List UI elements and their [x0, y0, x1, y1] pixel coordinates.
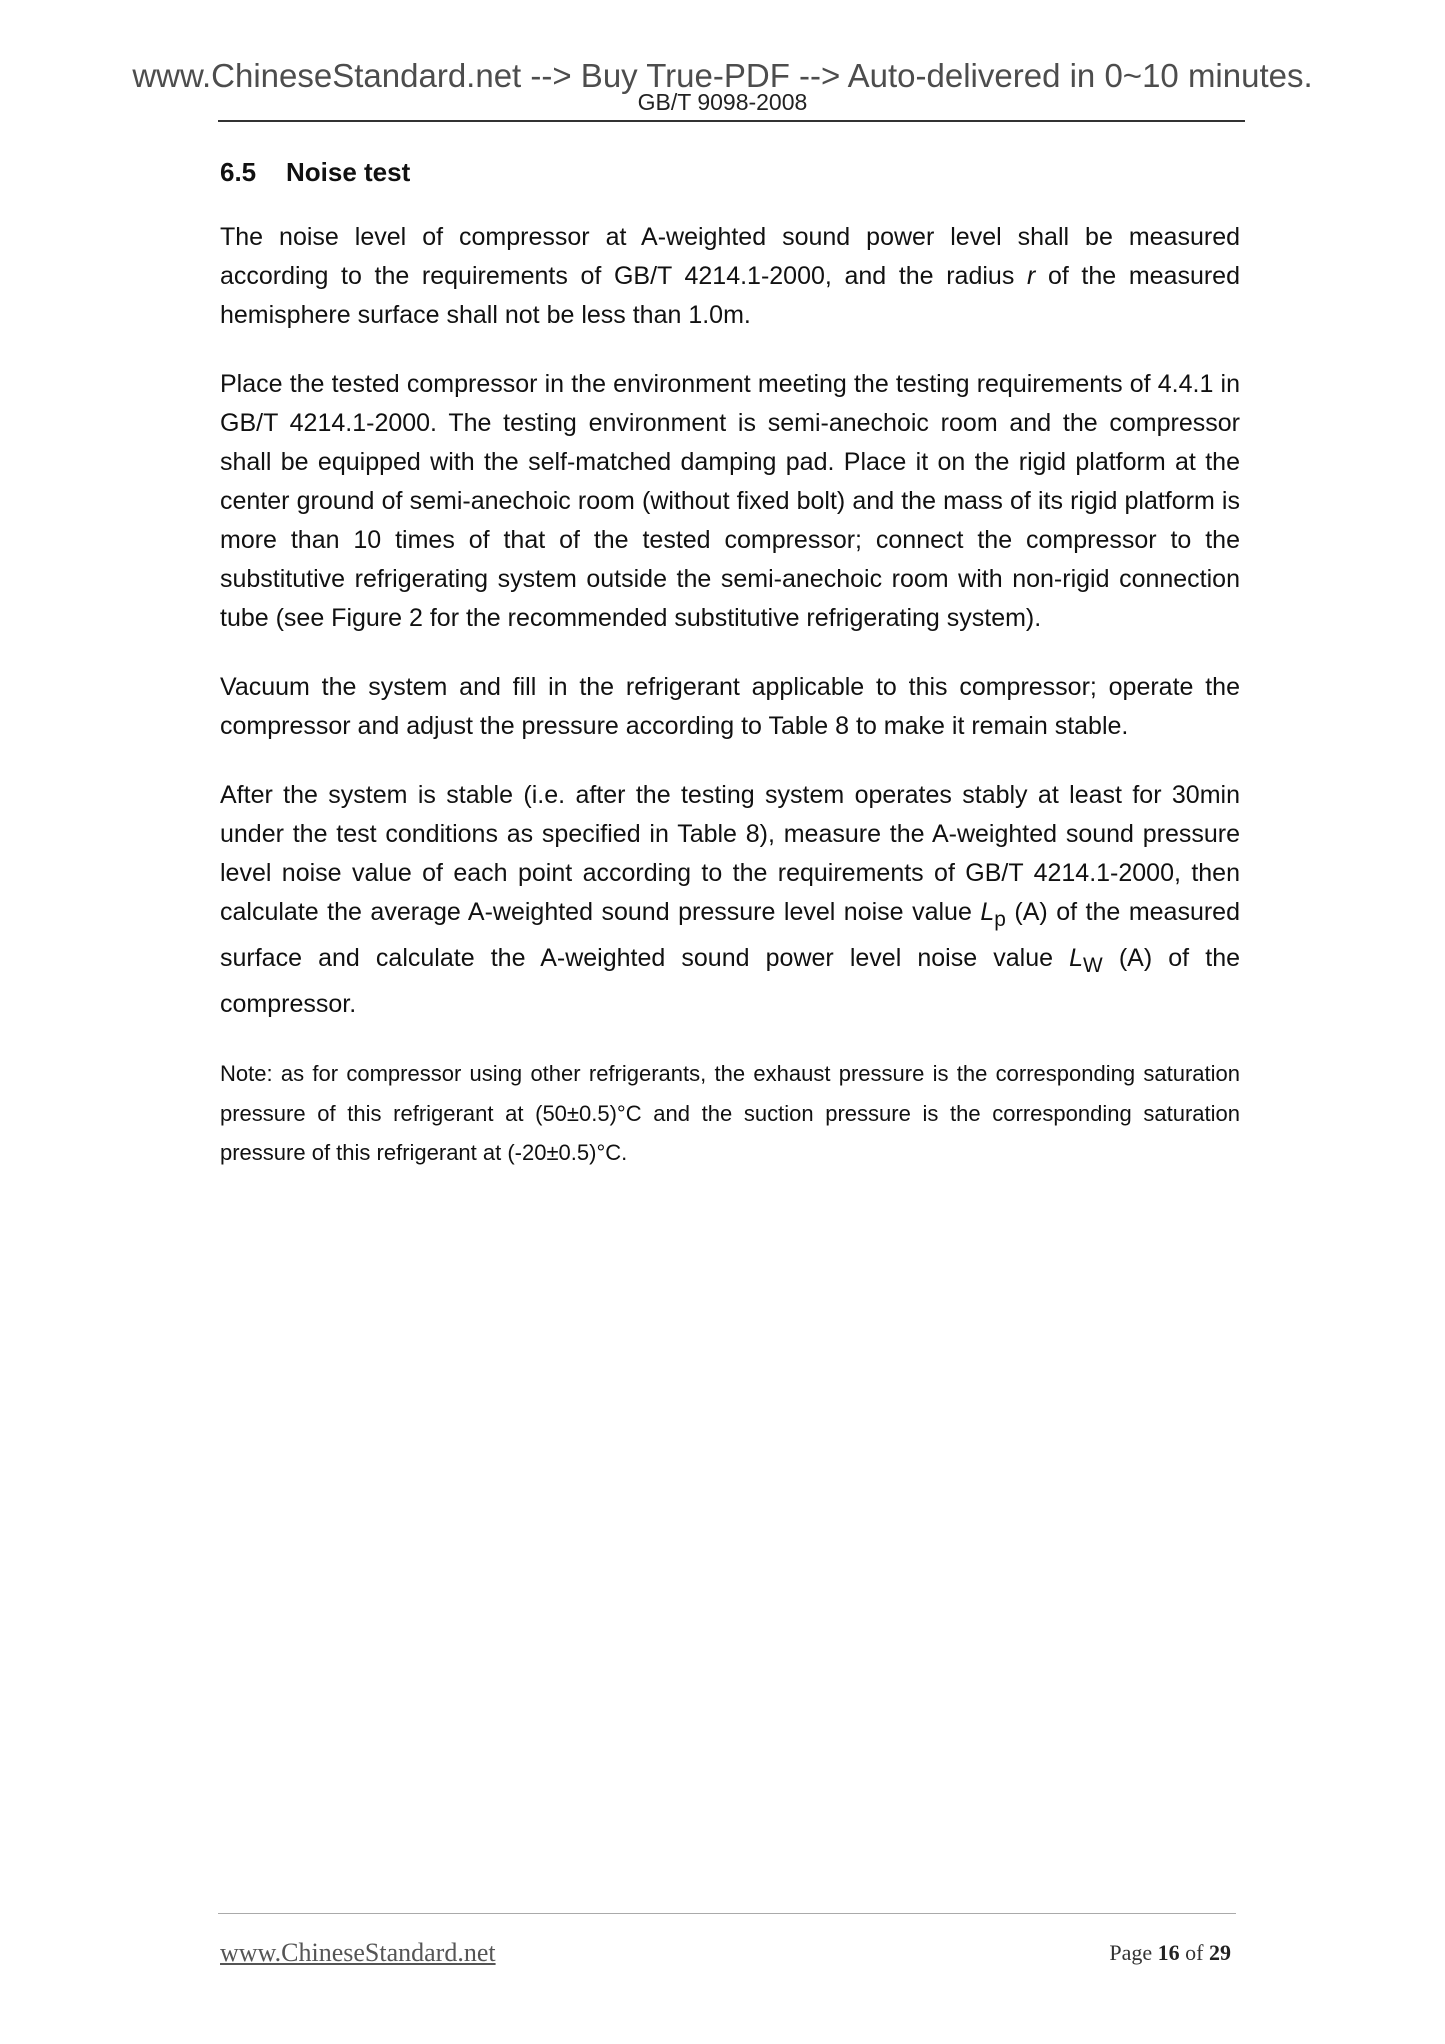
document-code: GB/T 9098-2008: [637, 89, 808, 115]
note: Note: as for compressor using other refrigerants, the exhaust pressure is the corresponding saturation pressure of this refrigerant at (50±0.5)°C and the suction pressure is the corresponding saturation pressure of this refrigerant at (-20±0.5)°C.: [220, 1061, 1240, 1165]
page-prefix: Page: [1109, 1940, 1158, 1965]
lw-subscript: W: [1083, 954, 1103, 977]
paragraph-operation: Vacuum the system and fill in the refrigerant applicable to this compressor; operate the compressor and adjust the pressure according to Table 8 to make it remain stable.: [220, 673, 1240, 740]
paragraph-text: of the measured hemisphere surface shall not be less than 1.0m.: [220, 262, 1240, 329]
paragraph-test-environment: Place the tested compressor in the environment meeting the testing requirements of 4.4.1 in GB/T 4214.1-2000. The testing environment is semi-anechoic room and the compressor shall be equipped with the self-matched damping pad. Place it on the rigid platform at the center ground of semi-anechoic room (without fixed bolt) and the mass of its rigid platform is more than 10 times of that of the tested compressor; connect the compressor to the substitutive refrigerating system outside the semi-anechoic room with non-rigid connection tube (see Figure 2 for the recommended substitutive refrigerating system).: [220, 370, 1240, 632]
section-title: Noise test: [286, 157, 411, 187]
header-divider: [218, 120, 1245, 122]
radius-symbol: r: [1026, 262, 1036, 290]
paragraph-text: The noise level of compressor at A-weighted sound power level shall be measured according to the requirements of GB/T 4214.1-2000, and the radius: [220, 223, 1240, 290]
page-current: 16: [1157, 1940, 1180, 1965]
lp-symbol: L: [980, 898, 995, 926]
section-number: 6.5: [220, 157, 257, 187]
page-indicator: [1109, 1940, 1231, 1966]
paragraph-text: After the system is stable (i.e. after the testing system operates stably at least for 30min under the test conditions as specified in Table 8), measure the A-weighted sound pressure level noise value of each point according to the requirements of GB/T 4214.1-2000, then calculate the average A-weighted sound pressure level noise value: [220, 781, 1240, 926]
lp-subscript: p: [994, 908, 1006, 931]
promo-banner[interactable]: www.ChineseStandard.net --> Buy True-PDF --> Auto-delivered in 0~10 minutes.: [132, 57, 1313, 94]
lw-symbol: L: [1069, 944, 1084, 972]
footer-site-link[interactable]: www.ChineseStandard.net: [220, 1938, 496, 1967]
page-total: 29: [1209, 1940, 1231, 1965]
paragraph-measurement-requirement: [220, 218, 1240, 335]
paragraph-text: (A) of the measured surface and calculate the A-weighted sound power level noise value: [220, 898, 1240, 972]
section-heading: [220, 152, 1240, 192]
page-of: of: [1179, 1940, 1209, 1965]
paragraph-text: (A) of the compressor.: [220, 944, 1240, 1018]
paragraph-measurement-procedure: [220, 776, 1240, 1024]
footer-divider: [218, 1913, 1236, 1914]
document-body: [220, 152, 1240, 1173]
